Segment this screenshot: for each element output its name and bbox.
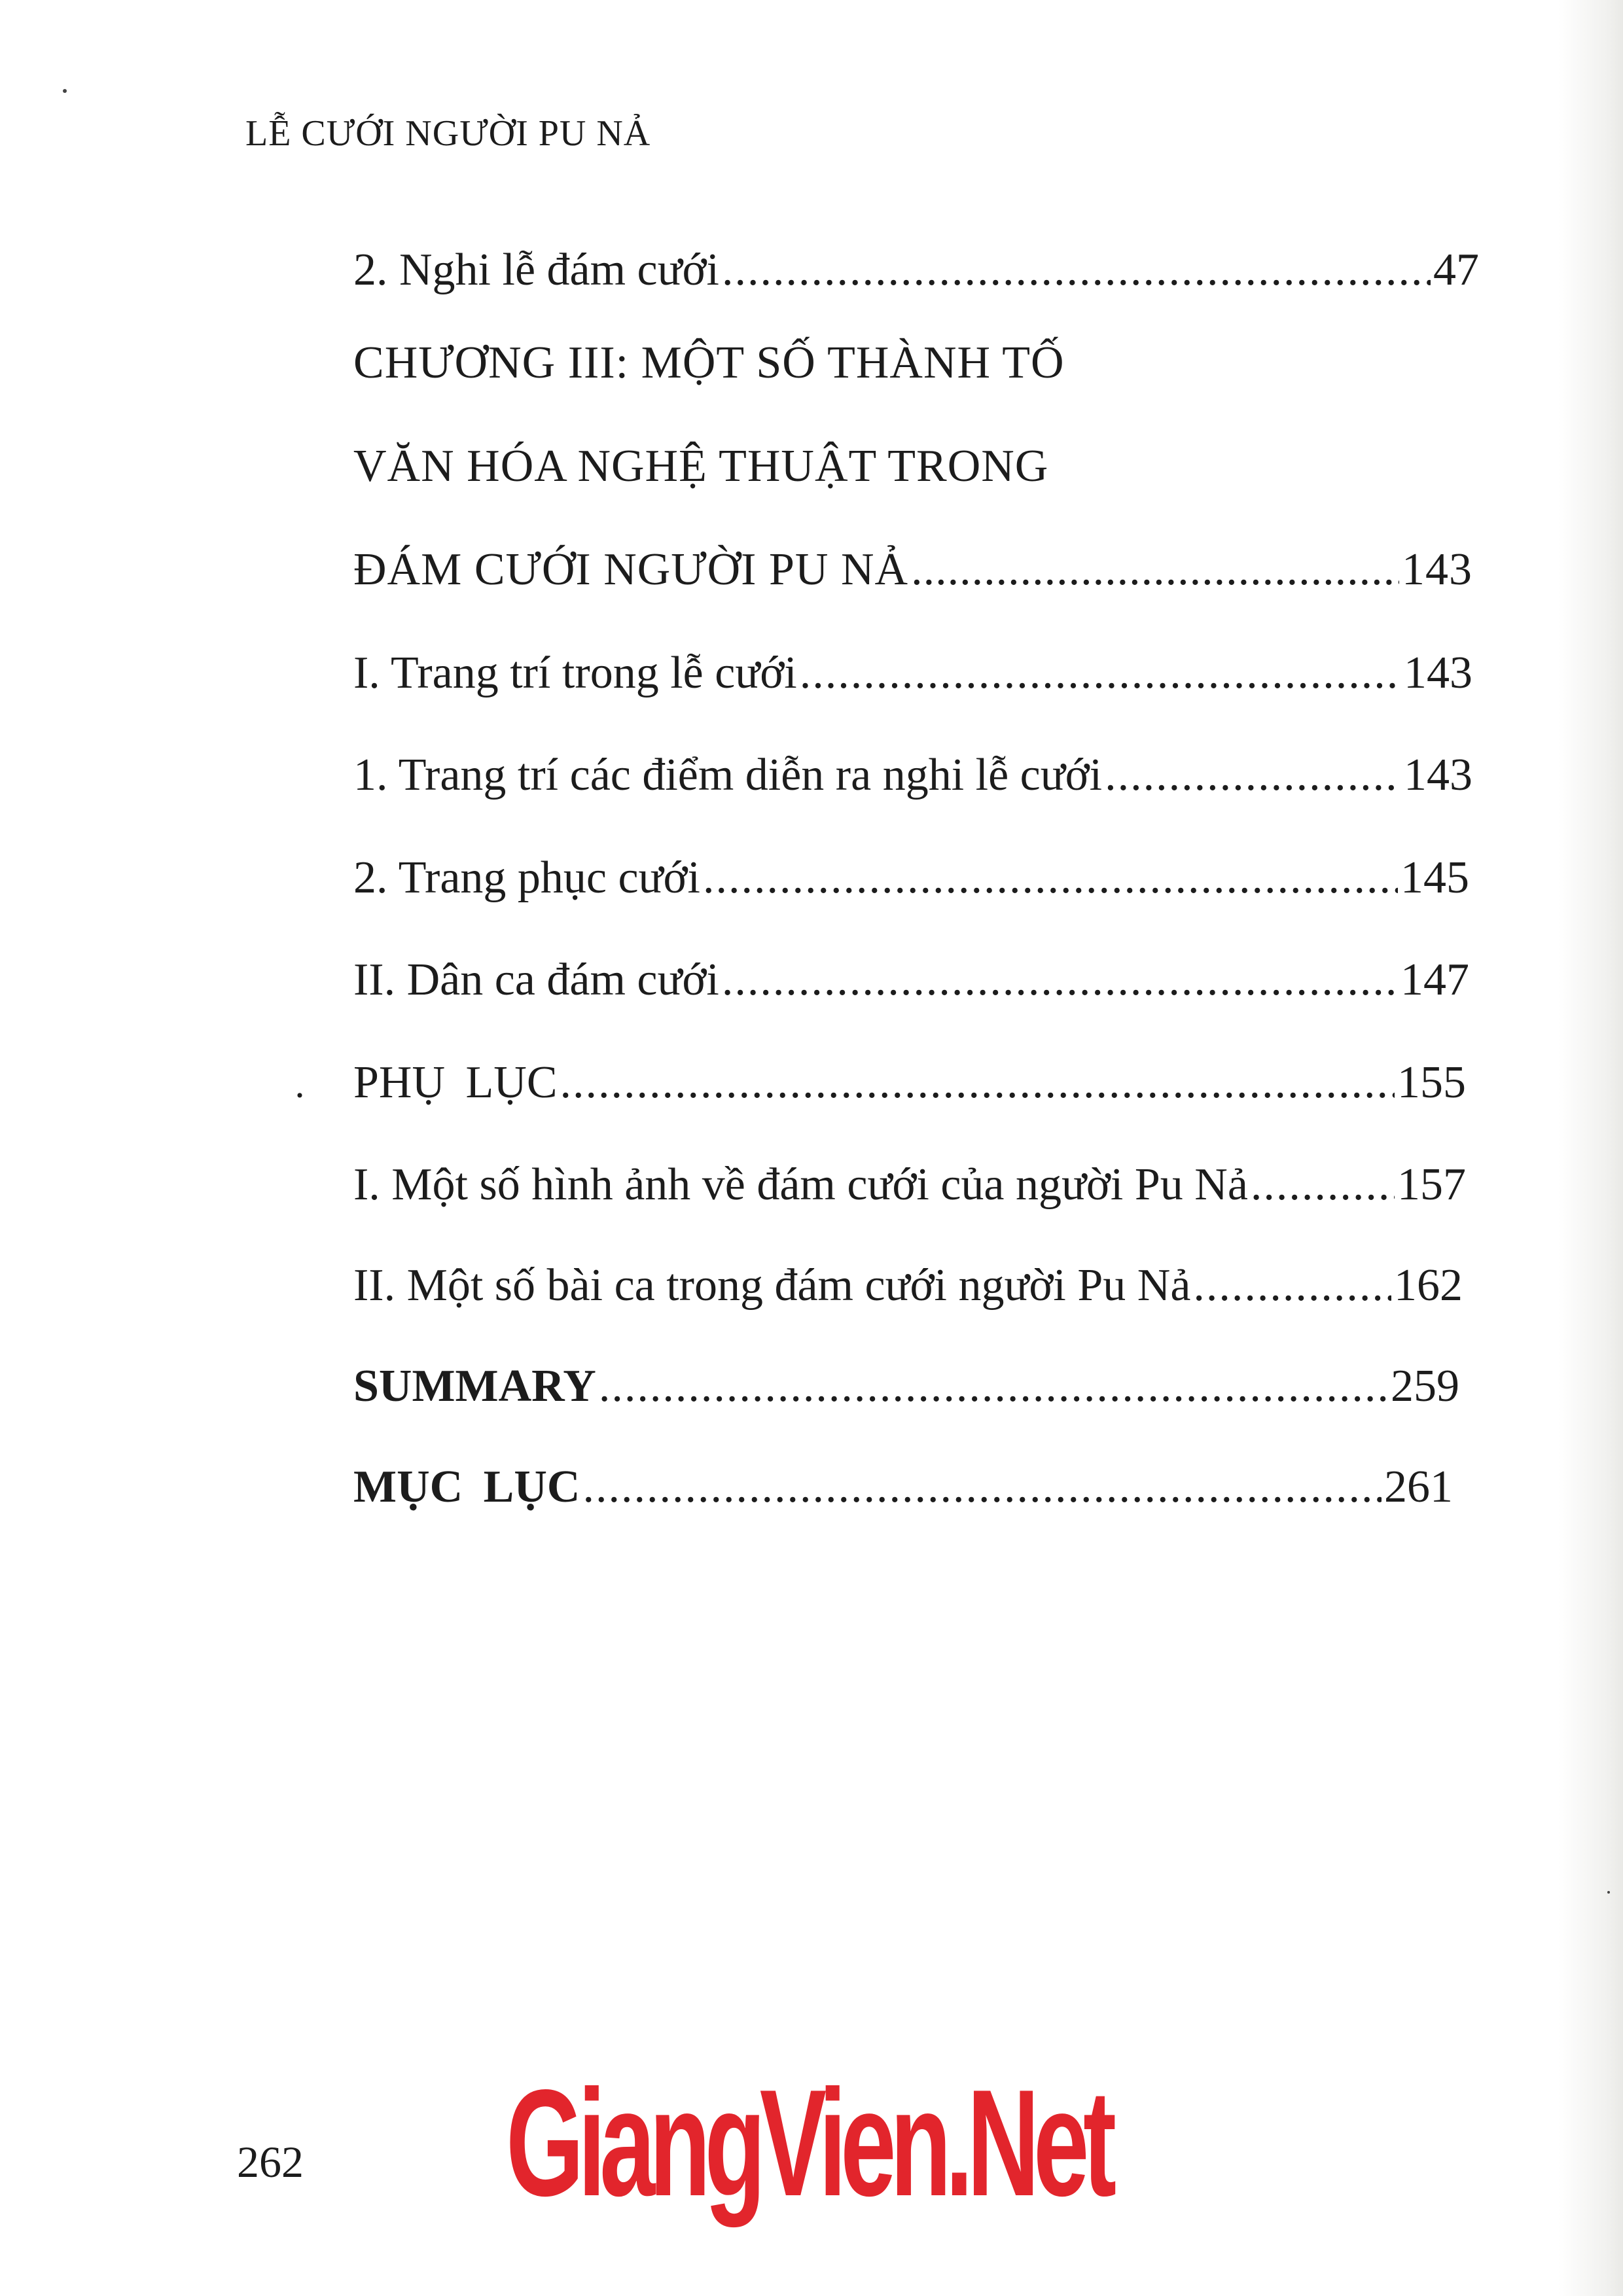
dot-leader xyxy=(1105,752,1401,798)
toc-entry-label: ĐÁM CƯỚI NGƯỜI PU NẢ xyxy=(353,544,909,595)
toc-entry-page: 259 xyxy=(1391,1361,1459,1411)
dot-leader xyxy=(800,650,1401,696)
toc-entry-page: 162 xyxy=(1394,1260,1463,1311)
toc-entry xyxy=(353,855,1469,901)
toc-entry xyxy=(353,1361,1459,1411)
running-header: LỄ CƯỚI NGƯỜI PU NẢ xyxy=(245,113,651,154)
scan-speck xyxy=(63,89,67,93)
scan-speck xyxy=(1607,1891,1610,1894)
toc-entry xyxy=(353,957,1469,1003)
toc-chapter-heading-line xyxy=(353,340,1065,386)
toc-entry-page: 143 xyxy=(1404,648,1472,698)
dot-leader xyxy=(599,1364,1388,1409)
toc-entry xyxy=(353,1260,1463,1311)
page-number: 262 xyxy=(237,2137,304,2187)
toc-entry-page: 261 xyxy=(1384,1462,1453,1512)
dot-leader xyxy=(1251,1162,1395,1208)
dot-leader xyxy=(722,247,1431,293)
dot-leader xyxy=(560,1060,1395,1106)
toc-entry-label: I. Trang trí trong lễ cưới xyxy=(353,648,797,698)
toc-entry-label: II. Một số bài ca trong đám cưới người Pu Nả xyxy=(353,1260,1191,1311)
toc-entry-page: 157 xyxy=(1397,1159,1466,1210)
toc-entry xyxy=(353,752,1472,798)
toc-entry-page: 143 xyxy=(1402,544,1472,595)
watermark-logo: GiangVien.Net xyxy=(506,2058,1111,2228)
toc-entry xyxy=(353,1159,1466,1210)
toc-entry-page: 147 xyxy=(1400,955,1469,1005)
toc-chapter-heading-line xyxy=(353,441,1049,491)
toc-entry-label: 1. Trang trí các điểm diễn ra nghi lễ cưới xyxy=(353,750,1103,800)
toc-entry-label: I. Một số hình ảnh về đám cưới của người Pu Nả xyxy=(353,1159,1248,1210)
toc-entry-label: II. Dân ca đám cưới xyxy=(353,955,719,1005)
toc-entry-label: SUMMARY xyxy=(353,1361,596,1411)
toc-entry-label: VĂN HÓA NGHỆ THUẬT TRONG xyxy=(353,441,1049,491)
dot-leader xyxy=(582,1464,1382,1510)
dot-leader xyxy=(1193,1263,1391,1309)
dot-leader xyxy=(703,855,1398,901)
stray-bullet-mark: · xyxy=(293,1074,306,1117)
toc-entry-label: 2. Trang phục cưới xyxy=(353,853,700,903)
toc-entry xyxy=(353,650,1472,696)
toc-entry-label: MỤC LỤC xyxy=(353,1462,580,1512)
toc-entry xyxy=(353,544,1472,595)
dot-leader xyxy=(722,957,1398,1003)
toc-entry xyxy=(353,1057,1466,1108)
toc-entry-label: CHƯƠNG III: MỘT SỐ THÀNH TỐ xyxy=(353,338,1065,388)
toc-entry-label: PHỤ LỤC xyxy=(353,1057,558,1108)
toc-entry-page: 155 xyxy=(1397,1057,1466,1108)
toc-entry-page: 143 xyxy=(1404,750,1472,800)
toc-entry-label: 2. Nghi lễ đám cưới xyxy=(353,245,720,295)
toc-entry xyxy=(353,1464,1453,1510)
dot-leader xyxy=(911,547,1399,593)
toc-entry-page: 47 xyxy=(1433,245,1479,295)
toc-entry-page: 145 xyxy=(1400,853,1469,903)
toc-entry xyxy=(353,247,1479,293)
